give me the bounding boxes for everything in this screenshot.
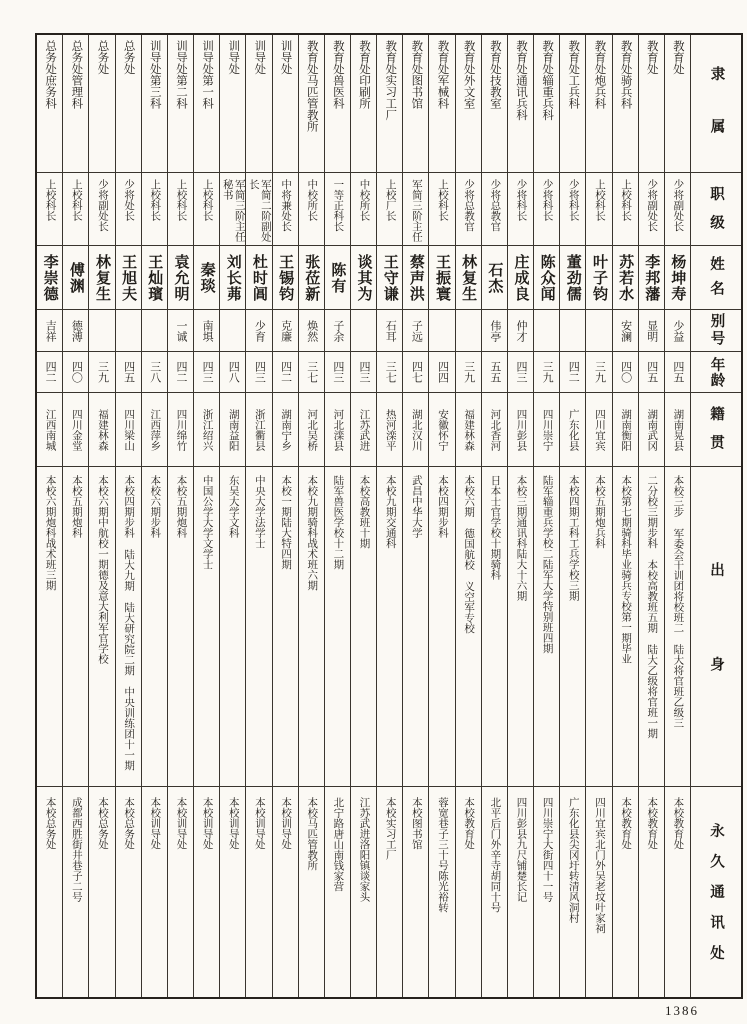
person-column <box>376 35 402 997</box>
alias-cell: 德溥 <box>63 310 88 352</box>
alias-cell: 显明 <box>639 310 664 352</box>
alias-cell: 子远 <box>403 310 428 352</box>
contact-cell: 四川崇宁大街四十一号 <box>541 797 553 902</box>
background-cell: 本校四期工科工兵学校三期 <box>560 467 585 787</box>
rank-cell: 少将科长 <box>560 173 585 246</box>
age-cell: 三八 <box>142 352 167 393</box>
affiliation-cell: 训导处 <box>273 35 298 173</box>
rank-cell: 少将科长 <box>534 173 559 246</box>
rank-cell: 少将副处长 <box>665 173 690 246</box>
header-alias: 别号 <box>691 310 741 352</box>
name-cell: 叶子钧 <box>586 246 611 310</box>
header-background: 出身 <box>691 467 741 787</box>
background-cell: 本校六期中航校一期德及意大利军官学校 <box>89 467 114 787</box>
contact-cell: 本校马匹管教所 <box>306 797 318 871</box>
alias-cell <box>429 310 454 352</box>
name-cell: 傅渊 <box>63 246 88 310</box>
header-affiliation: 隶属 <box>691 35 741 173</box>
name-cell: 石杰 <box>482 246 507 310</box>
rank-cell: 上校科长 <box>142 173 167 246</box>
contact-cell: 本校教育处 <box>620 797 632 850</box>
rank-cell: 中校所长 <box>299 173 324 246</box>
contact-cell: 北宁路唐山南钱家营 <box>332 797 344 892</box>
affiliation-cell: 总务处庶务科 <box>37 35 62 173</box>
age-cell: 四五 <box>665 352 690 393</box>
affiliation-cell: 教育处工兵科 <box>560 35 585 173</box>
name-cell: 蔡声洪 <box>403 246 428 310</box>
contact-cell: 本校训导处 <box>253 797 265 850</box>
rank-cell: 少将总教官 <box>482 173 507 246</box>
person-column <box>507 35 533 997</box>
affiliation-cell: 训导处 <box>220 35 245 173</box>
affiliation-cell: 教育处马匹管教所 <box>299 35 324 173</box>
native-place-cell: 湖南宁乡 <box>273 393 298 467</box>
contact-cell: 广东化县尖冈圩转清风洞村 <box>567 797 579 923</box>
person-column <box>141 35 167 997</box>
contact-cell: 本校实习工厂 <box>384 797 396 860</box>
background-cell: 本校九期骑科战术班六期 <box>299 467 324 787</box>
age-cell: 四三 <box>194 352 219 393</box>
alias-cell: 安澜 <box>613 310 638 352</box>
rank-cell: 一等正科长 <box>325 173 350 246</box>
contact-cell: 本校训导处 <box>227 797 239 850</box>
affiliation-cell: 教育处 <box>665 35 690 173</box>
alias-cell: 南埧 <box>194 310 219 352</box>
affiliation-cell: 总务处管理科 <box>63 35 88 173</box>
age-cell: 四五 <box>639 352 664 393</box>
age-cell: 四二 <box>168 352 193 393</box>
rank-cell: 军简三阶主任 <box>403 173 428 246</box>
affiliation-cell: 教育处炮兵科 <box>586 35 611 173</box>
person-column <box>612 35 638 997</box>
contact-cell: 四川宜宾北门外吴老坟叶家祠 <box>593 797 605 934</box>
affiliation-cell: 教育处兽医科 <box>325 35 350 173</box>
person-column <box>638 35 664 997</box>
native-place-cell: 四川金堂 <box>63 393 88 467</box>
contact-cell: 本校教育处 <box>463 797 475 850</box>
name-cell: 庄成良 <box>508 246 533 310</box>
background-cell: 本校四期步科 陆大九期 陆大研究院二期 中央训练团十一期 <box>116 467 141 787</box>
person-column <box>88 35 114 997</box>
rank-cell: 少将副处长 <box>639 173 664 246</box>
contact-cell: 本校图书馆 <box>410 797 422 850</box>
age-cell: 四〇 <box>63 352 88 393</box>
name-cell: 杨坤寿 <box>665 246 690 310</box>
contact-cell: 本校总务处 <box>44 797 56 850</box>
affiliation-cell: 教育处实习工厂 <box>377 35 402 173</box>
person-column <box>115 35 141 997</box>
native-place-cell: 河北吴桥 <box>299 393 324 467</box>
personnel-roster-table <box>35 33 743 999</box>
background-cell: 本校六期步科 <box>142 467 167 787</box>
native-place-cell: 湖南益阳 <box>220 393 245 467</box>
person-column <box>167 35 193 997</box>
alias-cell <box>220 310 245 352</box>
person-column <box>533 35 559 997</box>
alias-cell: 吉祥 <box>37 310 62 352</box>
native-place-cell: 湖南武冈 <box>639 393 664 467</box>
affiliation-cell: 教育处骑兵科 <box>613 35 638 173</box>
person-column <box>664 35 690 997</box>
rank-cell: 少将处长 <box>116 173 141 246</box>
native-place-cell: 广东化县 <box>560 393 585 467</box>
alias-cell: 伟亭 <box>482 310 507 352</box>
native-place-cell: 湖北汉川 <box>403 393 428 467</box>
name-cell: 林复生 <box>456 246 481 310</box>
affiliation-cell: 教育处 <box>639 35 664 173</box>
rank-cell: 上校科长 <box>194 173 219 246</box>
alias-cell: 少育 <box>246 310 271 352</box>
rank-cell: 少将副处长 <box>89 173 114 246</box>
background-cell: 本校三期通讯科陆大十六期 <box>508 467 533 787</box>
background-cell: 日本士官学校十期骑科 <box>482 467 507 787</box>
age-cell: 五五 <box>482 352 507 393</box>
age-cell: 四八 <box>220 352 245 393</box>
native-place-cell: 福建林森 <box>89 393 114 467</box>
name-cell: 李邦藩 <box>639 246 664 310</box>
native-place-cell: 浙江衢县 <box>246 393 271 467</box>
native-place-cell: 浙江绍兴 <box>194 393 219 467</box>
alias-cell <box>89 310 114 352</box>
age-cell: 四〇 <box>613 352 638 393</box>
contact-cell: 本校教育处 <box>646 797 658 850</box>
person-column <box>272 35 298 997</box>
affiliation-cell: 总务处 <box>116 35 141 173</box>
person-column <box>428 35 454 997</box>
page-number: 1386 <box>665 1003 699 1018</box>
native-place-cell: 江西萍乡 <box>142 393 167 467</box>
person-column <box>559 35 585 997</box>
affiliation-cell: 教育处辎重兵科 <box>534 35 559 173</box>
native-place-cell: 江苏武进 <box>351 393 376 467</box>
background-cell: 本校四期步科 <box>429 467 454 787</box>
name-cell: 董劲儒 <box>560 246 585 310</box>
background-cell: 本校六期炮科战术班三期 <box>37 467 62 787</box>
native-place-cell: 湖南衡阳 <box>613 393 638 467</box>
background-cell: 本校五期炮科 <box>63 467 88 787</box>
background-cell: 本校高教班十期 <box>351 467 376 787</box>
affiliation-cell: 训导处第三科 <box>142 35 167 173</box>
header-contact: 永久通讯处 <box>708 822 724 976</box>
alias-cell <box>456 310 481 352</box>
age-cell: 三九 <box>534 352 559 393</box>
alias-cell: 仲才 <box>508 310 533 352</box>
person-column <box>37 35 62 997</box>
person-column <box>350 35 376 997</box>
person-column <box>481 35 507 997</box>
alias-cell: 子余 <box>325 310 350 352</box>
person-column <box>402 35 428 997</box>
person-column <box>245 35 271 997</box>
header-name: 姓名 <box>691 246 741 310</box>
age-cell: 三七 <box>377 352 402 393</box>
name-cell: 陈众闻 <box>534 246 559 310</box>
contact-cell: 本校训导处 <box>201 797 213 850</box>
rank-cell: 上校科长 <box>586 173 611 246</box>
alias-cell <box>560 310 585 352</box>
background-cell: 中国公学大学文学士 <box>194 467 219 787</box>
native-place-cell: 四川梁山 <box>116 393 141 467</box>
name-cell: 杜时阊 <box>246 246 271 310</box>
alias-cell <box>534 310 559 352</box>
native-place-cell: 四川绵竹 <box>168 393 193 467</box>
person-column <box>298 35 324 997</box>
contact-cell: 本校教育处 <box>672 797 684 850</box>
background-cell: 本校五期炮兵科 <box>586 467 611 787</box>
age-cell: 三九 <box>586 352 611 393</box>
native-place-cell: 四川彭县 <box>508 393 533 467</box>
background-cell: 中央大学法学士 <box>246 467 271 787</box>
age-cell: 四三 <box>325 352 350 393</box>
name-cell: 刘长茀 <box>220 246 245 310</box>
contact-cell: 本校训导处 <box>149 797 161 850</box>
background-cell: 武昌中华大学 <box>403 467 428 787</box>
alias-cell <box>351 310 376 352</box>
contact-cell: 本校训导处 <box>280 797 292 850</box>
native-place-cell: 安徽怀宁 <box>429 393 454 467</box>
header-native-place: 籍贯 <box>691 393 741 467</box>
alias-cell <box>586 310 611 352</box>
age-cell: 四二 <box>273 352 298 393</box>
alias-cell: 石耳 <box>377 310 402 352</box>
affiliation-cell: 教育处军械科 <box>429 35 454 173</box>
contact-cell: 江苏武进洛阳镇谈家头 <box>358 797 370 902</box>
rank-cell: 少将科长 <box>508 173 533 246</box>
affiliation-cell: 教育处图书馆 <box>403 35 428 173</box>
native-place-cell: 四川崇宁 <box>534 393 559 467</box>
background-cell: 二分校三期步科 本校高教班五期 陆大乙级将官班一期 <box>639 467 664 787</box>
age-cell: 三九 <box>89 352 114 393</box>
contact-cell: 蓉宽巷子三十号陈光裕转 <box>437 797 449 913</box>
rank-cell: 军简二阶副处长 <box>246 173 271 246</box>
alias-cell: 一诚 <box>168 310 193 352</box>
age-cell: 三九 <box>456 352 481 393</box>
row-header-column <box>690 35 741 997</box>
background-cell: 陆军辎重兵学校二陆军大学特别班四期 <box>534 467 559 787</box>
rank-cell: 上校厂长 <box>377 173 402 246</box>
background-cell: 本校第七期骑科毕业骑兵专校第一期毕业 <box>613 467 638 787</box>
native-place-cell: 四川宜宾 <box>586 393 611 467</box>
contact-cell: 本校总务处 <box>123 797 135 850</box>
age-cell: 四二 <box>37 352 62 393</box>
rank-cell: 中校所长 <box>351 173 376 246</box>
person-column <box>193 35 219 997</box>
background-cell: 本校五期炮科 <box>168 467 193 787</box>
alias-cell: 少益 <box>665 310 690 352</box>
age-cell: 四四 <box>429 352 454 393</box>
rank-cell: 上校科长 <box>37 173 62 246</box>
rank-cell: 军简三阶主任秘书 <box>220 173 245 246</box>
contact-cell: 本校总务处 <box>96 797 108 850</box>
background-cell: 陆军兽医学校十二期 <box>325 467 350 787</box>
background-cell: 本校九期交通科 <box>377 467 402 787</box>
background-cell: 本校六期 德国航校 义空军专校 <box>456 467 481 787</box>
rank-cell: 上校科长 <box>168 173 193 246</box>
alias-cell <box>116 310 141 352</box>
age-cell: 四三 <box>508 352 533 393</box>
name-cell: 李崇德 <box>37 246 62 310</box>
name-cell: 王振寰 <box>429 246 454 310</box>
header-rank: 职级 <box>691 173 741 246</box>
native-place-cell: 河北滦县 <box>325 393 350 467</box>
age-cell: 三七 <box>299 352 324 393</box>
affiliation-cell: 教育处技教室 <box>482 35 507 173</box>
age-cell: 四三 <box>246 352 271 393</box>
alias-cell <box>142 310 167 352</box>
name-cell: 王守谦 <box>377 246 402 310</box>
person-column <box>324 35 350 997</box>
rank-cell: 上校科长 <box>63 173 88 246</box>
alias-cell: 焕然 <box>299 310 324 352</box>
native-place-cell: 江西南城 <box>37 393 62 467</box>
age-cell: 四三 <box>351 352 376 393</box>
name-cell: 王灿璸 <box>142 246 167 310</box>
native-place-cell: 福建林森 <box>456 393 481 467</box>
name-cell: 林复生 <box>89 246 114 310</box>
background-cell: 东吴大学文科 <box>220 467 245 787</box>
person-column <box>219 35 245 997</box>
name-cell: 谈其为 <box>351 246 376 310</box>
person-column <box>585 35 611 997</box>
header-age: 年龄 <box>691 352 741 393</box>
rank-cell: 中将兼处长 <box>273 173 298 246</box>
age-cell: 四七 <box>403 352 428 393</box>
name-cell: 袁允明 <box>168 246 193 310</box>
affiliation-cell: 总务处 <box>89 35 114 173</box>
rank-cell: 上校科长 <box>613 173 638 246</box>
person-column <box>455 35 481 997</box>
native-place-cell: 河北香河 <box>482 393 507 467</box>
name-cell: 苏若水 <box>613 246 638 310</box>
background-cell: 本校三步 军委会干训团将校班二 陆大将官班乙级三 <box>665 467 690 787</box>
contact-cell: 本校训导处 <box>175 797 187 850</box>
contact-cell: 成都西胜街井巷子二号 <box>70 797 82 902</box>
name-cell: 王旭夫 <box>116 246 141 310</box>
affiliation-cell: 训导处 <box>246 35 271 173</box>
rank-cell: 少将总教官 <box>456 173 481 246</box>
affiliation-cell: 训导处第二科 <box>168 35 193 173</box>
affiliation-cell: 教育处通讯兵科 <box>508 35 533 173</box>
rank-cell: 上校科长 <box>429 173 454 246</box>
native-place-cell: 湖南晃县 <box>665 393 690 467</box>
contact-cell: 四川彭县九尺铺楚长记 <box>515 797 527 902</box>
name-cell: 秦琰 <box>194 246 219 310</box>
person-column <box>62 35 88 997</box>
alias-cell: 克廉 <box>273 310 298 352</box>
name-cell: 张莅新 <box>299 246 324 310</box>
native-place-cell: 热河滦平 <box>377 393 402 467</box>
affiliation-cell: 教育处外文室 <box>456 35 481 173</box>
name-cell: 王锡钧 <box>273 246 298 310</box>
affiliation-cell: 训导处第一科 <box>194 35 219 173</box>
contact-cell: 北平后门外辛寺胡同十号 <box>489 797 501 913</box>
age-cell: 四二 <box>560 352 585 393</box>
affiliation-cell: 教育处印刷所 <box>351 35 376 173</box>
name-cell: 陈有 <box>325 246 350 310</box>
background-cell: 本校一期陆大特四期 <box>273 467 298 787</box>
age-cell: 四五 <box>116 352 141 393</box>
